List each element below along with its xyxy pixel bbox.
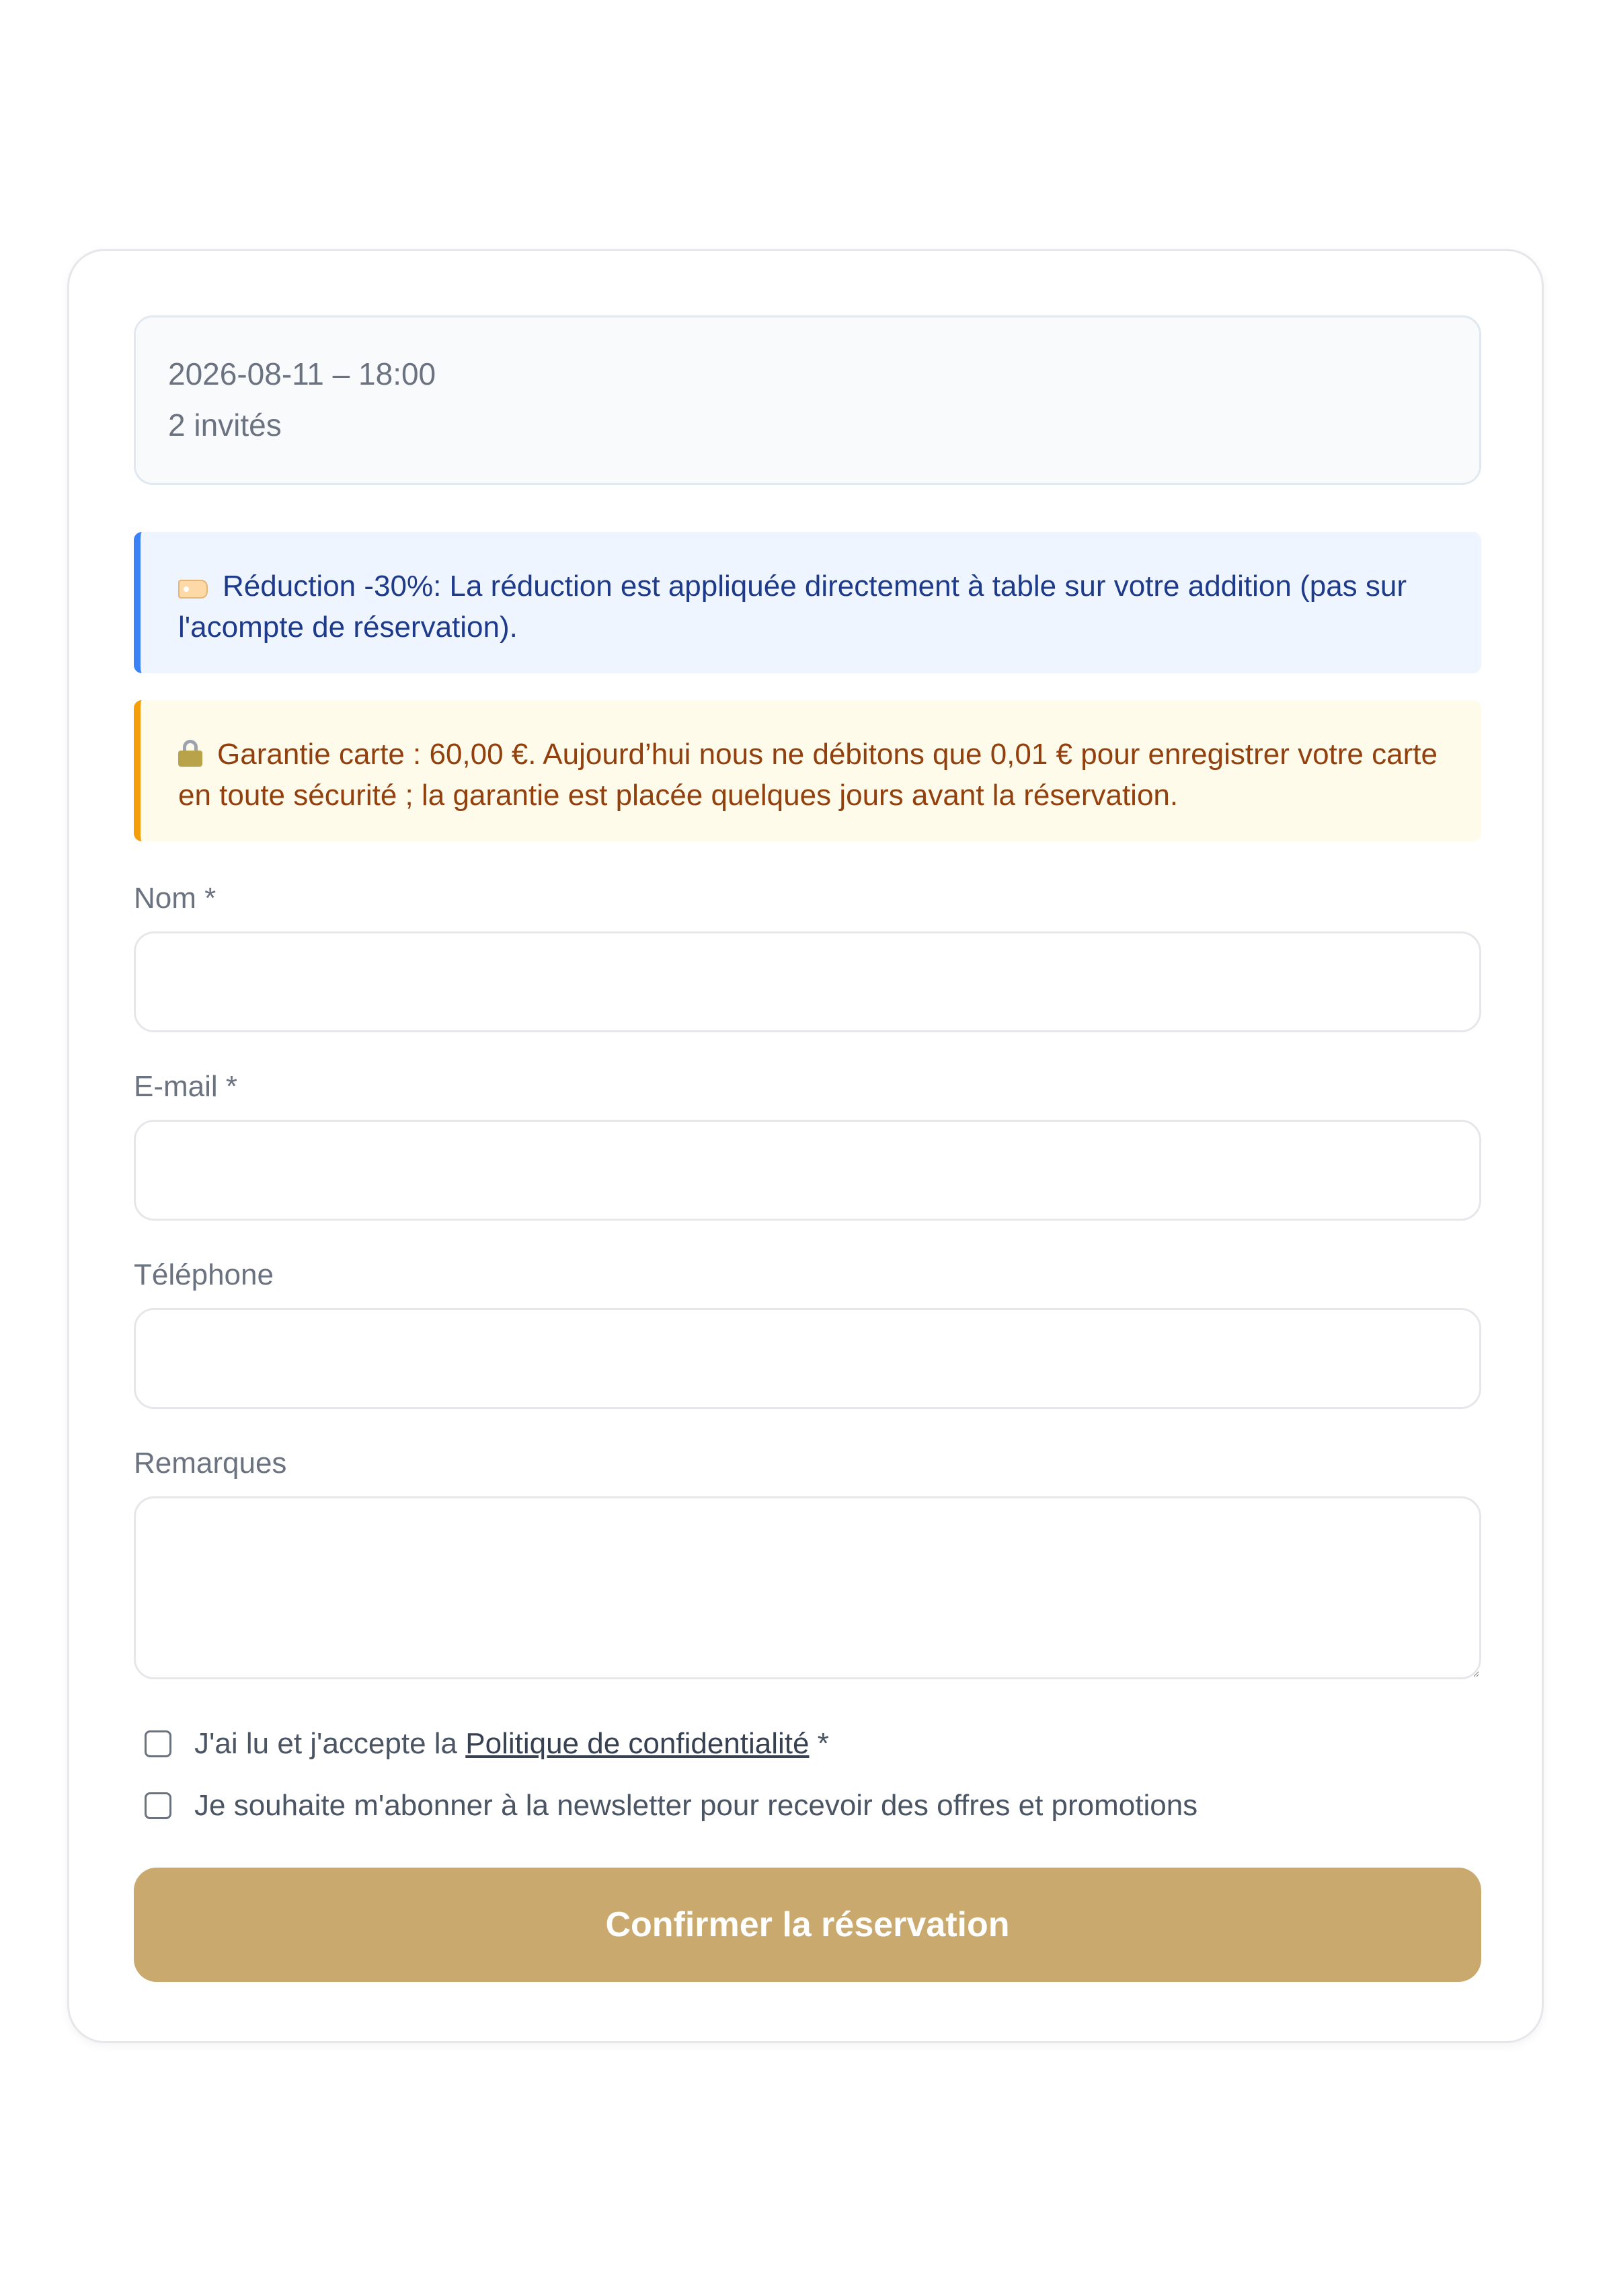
newsletter-checkbox[interactable] xyxy=(145,1792,171,1819)
privacy-required-marker: * xyxy=(809,1727,829,1760)
booking-summary xyxy=(134,315,1481,485)
newsletter-consent-row xyxy=(145,1789,1197,1823)
discount-notice xyxy=(134,532,1481,673)
email-input[interactable] xyxy=(134,1120,1481,1221)
privacy-consent-row xyxy=(145,1727,829,1761)
reservation-card xyxy=(67,249,1544,2043)
booking-guests: 2 invités xyxy=(168,408,282,443)
name-label: Nom * xyxy=(134,882,217,915)
privacy-consent-text xyxy=(194,1727,829,1761)
name-input[interactable] xyxy=(134,931,1481,1032)
remarks-textarea[interactable] xyxy=(134,1496,1481,1679)
label-tag-icon xyxy=(178,580,208,599)
guarantee-notice xyxy=(134,700,1481,841)
privacy-policy-link[interactable]: Politique de confidentialité xyxy=(465,1727,810,1760)
email-label: E-mail * xyxy=(134,1070,238,1103)
confirm-reservation-button[interactable]: Confirmer la réservation xyxy=(134,1868,1481,1982)
discount-notice-text: Réduction -30%: La réduction est appliquée directement à table sur votre addition (pas sur l'acompte de réservation). xyxy=(178,570,1407,644)
guarantee-notice-text: Garantie carte : 60,00 €. Aujourd’hui nous ne débitons que 0,01 € pour enregistrer votre carte en toute sécurité ; la garantie est placée quelques jours avant la réservation. xyxy=(178,738,1438,812)
phone-label: Téléphone xyxy=(134,1258,274,1291)
lock-icon xyxy=(178,740,202,767)
privacy-checkbox[interactable] xyxy=(145,1730,171,1757)
booking-datetime: 2026-08-11 – 18:00 xyxy=(168,356,436,391)
privacy-consent-prefix: J'ai lu et j'accepte la xyxy=(194,1727,466,1760)
remarks-label: Remarques xyxy=(134,1447,287,1480)
phone-input[interactable] xyxy=(134,1308,1481,1409)
newsletter-consent-text: Je souhaite m'abonner à la newsletter pour recevoir des offres et promotions xyxy=(194,1789,1198,1822)
